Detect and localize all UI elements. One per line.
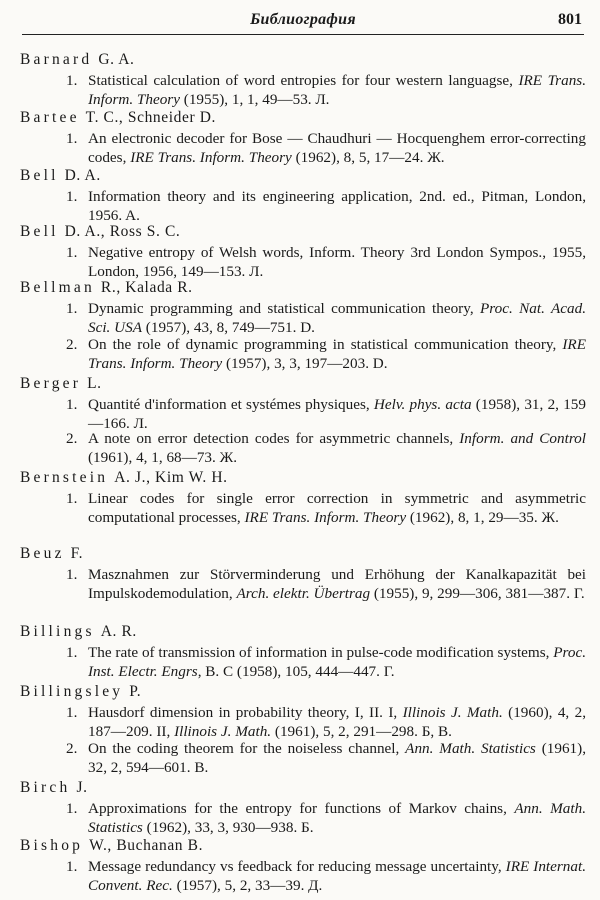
journal-title: IRE Trans. Inform. Theory: [88, 336, 586, 372]
citation-fragment: (1962), 8, 5, 17—24. Ж.: [291, 148, 445, 166]
entry-author: [20, 544, 83, 564]
citation-number: 1.: [66, 72, 78, 89]
citation-fragment: A note on error detection codes for asymmetric channels,: [88, 430, 460, 447]
author-surname: Bell: [20, 167, 59, 184]
citation-number: 2.: [66, 336, 78, 353]
citation-fragment: , B. C (1958), 105, 444—447. Г.: [197, 662, 395, 680]
author-initials: P.: [129, 683, 142, 700]
author-surname: Bellman: [20, 279, 95, 296]
entry-author: [20, 166, 101, 186]
journal-title: Ann. Math. Statistics: [88, 800, 586, 836]
author-initials: W., Buchanan B.: [89, 837, 204, 854]
citation-text: [88, 858, 586, 896]
citation-item: [66, 300, 586, 338]
citation-fragment: Message redundancy vs feedback for reducing message uncertainty,: [88, 858, 506, 875]
journal-title: Helv. phys. acta: [373, 396, 472, 413]
journal-title: Ann. Math. Statistics: [405, 740, 536, 757]
author-surname: Bartee: [20, 109, 80, 126]
citation-number: 1.: [66, 858, 78, 875]
entry-author: [20, 778, 88, 798]
citation-item: [66, 430, 586, 468]
citation-fragment: On the coding theorem for the noiseless channel,: [88, 740, 406, 757]
entry-author: [20, 468, 228, 488]
journal-title: IRE Trans. Inform. Theory: [88, 72, 586, 108]
citation-text: [88, 72, 586, 110]
citation-number: 2.: [66, 740, 78, 757]
citation-text: [88, 130, 586, 168]
journal-title: IRE Trans. Inform. Theory: [130, 148, 292, 166]
citation-text: [88, 300, 586, 338]
author-initials: L.: [87, 375, 102, 392]
journal-title: Illinois J. Math.: [402, 704, 503, 721]
citation-text: [88, 244, 586, 282]
citation-text: [88, 396, 586, 434]
author-surname: Barnard: [20, 51, 93, 68]
running-head-title: Библиография: [250, 11, 356, 28]
citation-number: 1.: [66, 188, 78, 205]
citation-fragment: Information theory and its engineering application, 2nd. ed., Pitman, London, 1956. A.: [88, 188, 586, 224]
citation-item: [66, 740, 586, 778]
entry-author: [20, 374, 102, 394]
citation-text: [88, 800, 586, 838]
journal-title: IRE Internat. Convent. Rec.: [88, 858, 586, 894]
entry-author: [20, 682, 141, 702]
citation-fragment: Approximations for the entropy for functions of Markov chains,: [88, 800, 515, 817]
citation-fragment: (1957), 43, 8, 749—751. D.: [142, 318, 315, 336]
citation-text: [88, 704, 586, 742]
citation-text: [88, 566, 586, 604]
citation-item: [66, 644, 586, 682]
citation-fragment: (1957), 3, 3, 197—203. D.: [222, 354, 388, 372]
entry-author: [20, 50, 135, 70]
citation-number: 1.: [66, 566, 78, 583]
author-initials: D. A., Ross S. C.: [64, 223, 181, 240]
citation-number: 1.: [66, 396, 78, 413]
entry-author: [20, 836, 203, 856]
citation-fragment: Negative entropy of Welsh words, Inform. Theory 3rd London Sympos., 1955, London, 1956, 149—153. Л.: [88, 244, 586, 280]
citation-fragment: Linear codes for single error correction in symmetric and asymmetric computational processes,: [88, 490, 586, 526]
journal-title: Illinois J. Math.: [174, 722, 272, 740]
citation-item: [66, 72, 586, 110]
citation-fragment: (1955), 9, 299—306, 381—387. Г.: [370, 584, 585, 602]
author-initials: T. C., Schneider D.: [85, 109, 217, 126]
citation-number: 1.: [66, 300, 78, 317]
journal-title: Arch. elektr. Übertrag: [236, 584, 371, 602]
citation-text: [88, 740, 586, 778]
citation-item: [66, 704, 586, 742]
citation-text: [88, 188, 586, 226]
author-surname: Billings: [20, 623, 95, 640]
entry-author: [20, 278, 193, 298]
citation-fragment: (1962), 33, 3, 930—938. Б.: [142, 818, 314, 836]
running-head: [22, 8, 584, 35]
author-surname: Bell: [20, 223, 59, 240]
citation-fragment: Statistical calculation of word entropies for four western languagse,: [88, 72, 519, 89]
author-surname: Bernstein: [20, 469, 109, 486]
citation-number: 1.: [66, 800, 78, 817]
citation-item: [66, 130, 586, 168]
citation-number: 1.: [66, 644, 78, 661]
journal-title: IRE Trans. Inform. Theory: [244, 508, 407, 526]
citation-fragment: (1957), 5, 2, 33—39. Д.: [172, 876, 323, 894]
author-surname: Birch: [20, 779, 71, 796]
author-initials: J.: [76, 779, 88, 796]
citation-fragment: Quantité d'information et systémes physiques,: [88, 396, 374, 413]
citation-number: 1.: [66, 130, 78, 147]
citation-text: [88, 430, 586, 468]
author-initials: G. A.: [98, 51, 135, 68]
citation-item: [66, 336, 586, 374]
citation-text: [88, 490, 586, 528]
author-initials: R., Kalada R.: [100, 279, 193, 296]
citation-fragment: Masznahmen zur Störverminderung und Erhöhung der Kanalkapazität bei Impulskodemodulation,: [88, 566, 586, 602]
citation-fragment: (1961), 4, 1, 68—73. Ж.: [88, 448, 238, 466]
citation-item: [66, 188, 586, 226]
author-initials: A. J., Kim W. H.: [114, 469, 228, 486]
citation-fragment: (1958), 31, 2, 159—166. Л.: [88, 396, 586, 432]
author-initials: F.: [70, 545, 84, 562]
citation-fragment: (1960), 4, 2, 187—209. II,: [88, 704, 586, 740]
journal-title: Proc. Inst. Electr. Engrs: [88, 644, 586, 680]
author-surname: Bishop: [20, 837, 84, 854]
citation-number: 2.: [66, 430, 78, 447]
citation-item: [66, 800, 586, 838]
citation-fragment: (1962), 8, 1, 29—35. Ж.: [406, 508, 559, 526]
entry-author: [20, 108, 216, 128]
citation-fragment: Hausdorf dimension in probability theory, I, II. I,: [88, 704, 403, 721]
citation-item: [66, 244, 586, 282]
citation-fragment: The rate of transmission of information in pulse-code modification systems,: [88, 644, 554, 661]
author-surname: Berger: [20, 375, 82, 392]
author-initials: D. A.: [64, 167, 101, 184]
citation-fragment: An electronic decoder for Bose — Chaudhuri — Hocquenghem error-correcting codes,: [88, 130, 586, 166]
page-number: 801: [558, 11, 582, 28]
entry-author: [20, 222, 180, 242]
citation-number: 1.: [66, 490, 78, 507]
entry-author: [20, 622, 137, 642]
citation-item: [66, 566, 586, 604]
citation-number: 1.: [66, 244, 78, 261]
citation-item: [66, 490, 586, 528]
journal-title: Inform. and Control: [459, 430, 586, 447]
citation-item: [66, 858, 586, 896]
citation-text: [88, 336, 586, 374]
author-surname: Billingsley: [20, 683, 124, 700]
citation-fragment: (1961), 5, 2, 291—298. Б, B.: [271, 722, 452, 740]
author-initials: A. R.: [100, 623, 137, 640]
citation-number: 1.: [66, 704, 78, 721]
citation-fragment: (1955), 1, 1, 49—53. Л.: [179, 90, 330, 108]
citation-fragment: (1961), 32, 2, 594—601. B.: [88, 740, 586, 776]
journal-title: Proc. Nat. Acad. Sci. USA: [88, 300, 587, 336]
citation-item: [66, 396, 586, 434]
citation-fragment: On the role of dynamic programming in statistical communication theory,: [88, 336, 563, 353]
citation-fragment: Dynamic programming and statistical communication theory,: [88, 300, 481, 317]
author-surname: Beuz: [20, 545, 65, 562]
citation-text: [88, 644, 586, 682]
